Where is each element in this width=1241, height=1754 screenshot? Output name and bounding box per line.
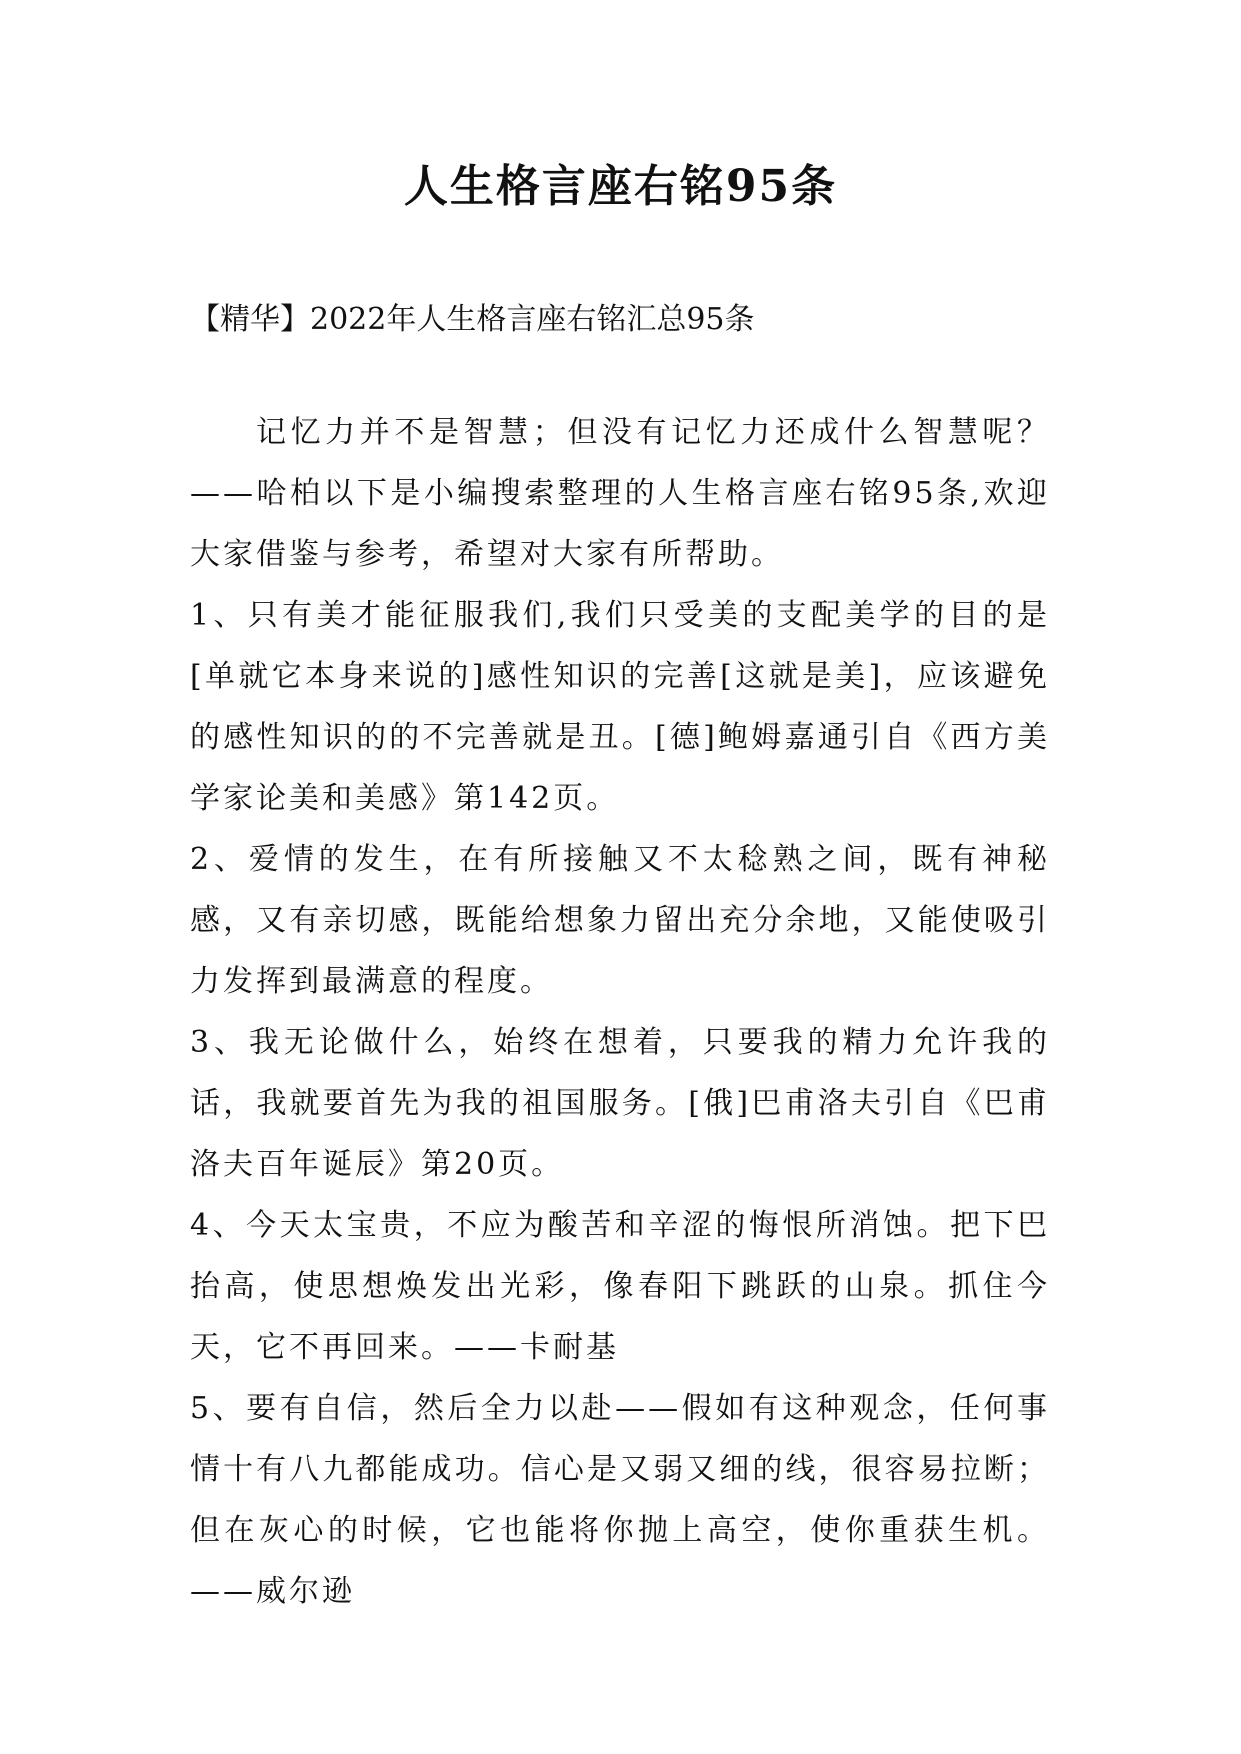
list-item: 3、我无论做什么，始终在想着，只要我的精力允许我的话，我就要首先为我的祖国服务。[俄]巴甫洛夫引自《巴甫洛夫百年诞辰》第20页。 [190, 1025, 1050, 1182]
list-item: 5、要有自信，然后全力以赴——假如有这种观念，任何事情十有八九都能成功。信心是又弱又细的线，很容易拉断；但在灰心的时候，它也能将你抛上高空，使你重获生机。——威尔逊 [190, 1391, 1050, 1609]
subtitle: 【精华】2022年人生格言座右铭汇总95条 [190, 302, 755, 337]
document-body [190, 402, 1050, 1622]
list-item: 1、只有美才能征服我们,我们只受美的支配美学的目的是[单就它本身来说的]感性知识的完善[这就是美]，应该避免的感性知识的的不完善就是丑。[德]鲍姆嘉通引自《西方美学家论美和美感》第142页。 [190, 598, 1050, 816]
list-item: 2、爱情的发生，在有所接触又不太稔熟之间，既有神秘感，又有亲切感，既能给想象力留出充分余地，又能使吸引力发挥到最满意的程度。 [190, 842, 1050, 999]
intro-paragraph: 记忆力并不是智慧；但没有记忆力还成什么智慧呢？——哈柏以下是小编搜索整理的人生格言座右铭95条,欢迎大家借鉴与参考，希望对大家有所帮助。 [190, 415, 1050, 572]
page-title: 人生格言座右铭95条 [403, 161, 838, 212]
list-item: 4、今天太宝贵，不应为酸苦和辛涩的悔恨所消蚀。把下巴抬高，使思想焕发出光彩，像春阳下跳跃的山泉。抓住今天，它不再回来。——卡耐基 [190, 1208, 1050, 1365]
